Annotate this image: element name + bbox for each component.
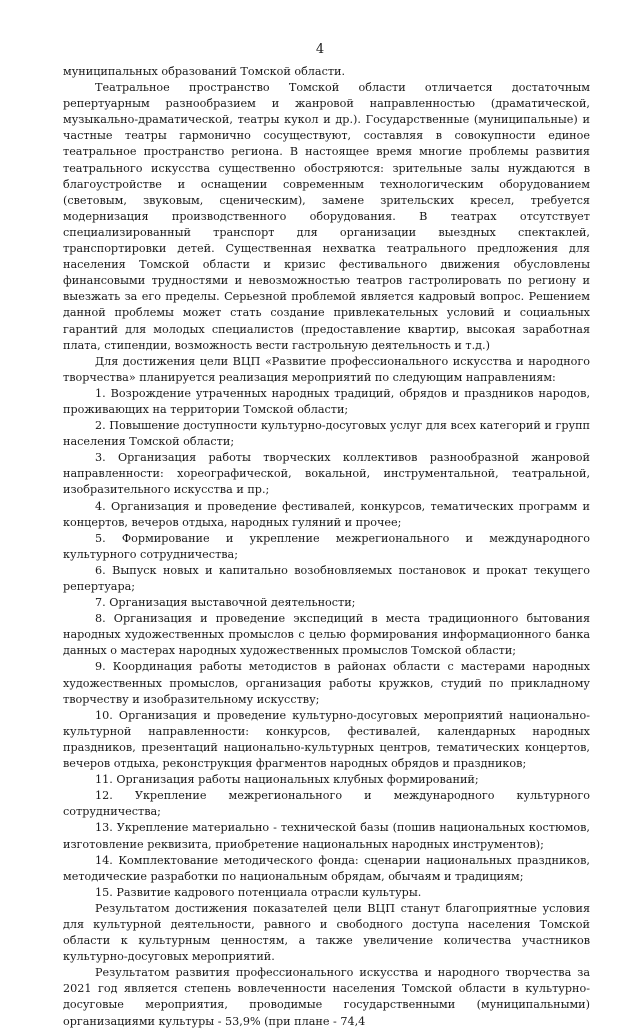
list-item-1: 1. Возрождение утраченных народных традиций, обрядов и праздников народов, проживающих на территории Томской области; [63, 386, 590, 416]
list-item-14: 14. Комплектование методического фонда: сценарии национальных праздников, методические разработки по национальным обрядам, обычаям и традициям; [63, 853, 590, 883]
page-number: 4 [315, 42, 325, 57]
list-item-8: 8. Организация и проведение экспедиций в места традиционного бытования народных художественных промыслов с целью формирования информационного банка данных о мастерах народных художественных промыслов Томской области; [63, 612, 590, 658]
list-item-4: 4. Организация и проведение фестивалей, конкурсов, тематических программ и концертов, вечеров отдыха, народных гуляний и прочее; [63, 499, 590, 529]
list-item-13: 13. Укрепление материально - технической базы (пошив национальных костюмов, изготовление реквизита, приобретение национальных народных инструментов); [63, 821, 590, 851]
paragraph-results: Результатом достижения показателей цели ВЦП станут благоприятные условия для культурной деятельности, равного и свободного доступа населения Томской области к культурным ценностям, а также увеличение количества участников культурно-досуговых мероприятий. [63, 901, 590, 964]
paragraph-results-2021: Результатом развития профессионального искусства и народного творчества за 2021 год является степень вовлеченности населения Томской области в культурно-досуговые мероприятия, проводимые государственными (муниципальными) организациями культуры - 53,9% (при плане - 74,4 [63, 966, 590, 1028]
list-item-11: 11. Организация работы национальных клубных формирований; [95, 773, 479, 787]
paragraph-goals-intro: Для достижения цели ВЦП «Развитие профессионального искусства и народного творчества» планируется реализация мероприятий по следующим направлениям: [63, 354, 590, 384]
list-item-10: 10. Организация и проведение культурно-досуговых мероприятий национально-культурной направленности: конкурсов, фестивалей, календарных народных праздников, презентаций национально-культурных центров, тематических концертов, вечеров отдыха, реконструкция фрагментов народных обрядов и праздников; [63, 708, 590, 771]
paragraph-theatre-space: Театральное пространство Томской области отличается достаточным репертуарным разнообразием и жанровой направленностью (драматической, музыкально-драматической, театры кукол и др.). Государственные (муниципальные) и частные театры гармонично сосуществуют, составляя в совокупности единое театральное пространство региона. В настоящее время многие проблемы развития театрального искусства существенно обостряются: зрительные залы нуждаются в благоустройстве и оснащении современным технологическим оборудованием (световым, звуковым, сценическим), замене зрительских кресел, требуется модернизация производственного оборудования. В театрах отсутствует специализированный транспорт для организации выездных спектаклей, транспортировки детей. Существенная нехватка театрального предложения для населения Томской области и кризис фестивального движения обусловлены финансовыми трудностями и невозможностью театров гастролировать по региону и выезжать за его пределы. Серьезной проблемой является кадровый вопрос. Решением данной проблемы может стать создание привлекательных условий и социальных гарантий для молодых специалистов (предоставление квартир, высокая заработная плата, стипендии, возможность вести гастрольную деятельность и т.д.) [63, 81, 590, 352]
list-item-15: 15. Развитие кадрового потенциала отрасли культуры. [95, 885, 422, 899]
list-item-12: 12. Укрепление межрегионального и международного культурного сотрудничества; [63, 789, 590, 819]
document-body [63, 64, 590, 1030]
list-item-9: 9. Координация работы методистов в районах области с мастерами народных художественных промыслов, организация работы кружков, студий по прикладному творчеству и изобразительному искусству; [63, 660, 590, 706]
list-item-3: 3. Организация работы творческих коллективов разнообразной жанровой направленности: хореографической, вокальной, инструментальной, театральной, изобразительного искусства и пр.; [63, 451, 590, 497]
list-item-6: 6. Выпуск новых и капитально возобновляемых постановок и прокат текущего репертуара; [63, 563, 590, 593]
list-item-5: 5. Формирование и укрепление межрегионального и международного культурного сотрудничества; [63, 531, 590, 561]
list-item-2: 2. Повышение доступности культурно-досуговых услуг для всех категорий и групп населения Томской области; [63, 419, 590, 449]
list-item-7: 7. Организация выставочной деятельности; [95, 596, 356, 610]
paragraph-0: муниципальных образований Томской области. [63, 65, 346, 78]
